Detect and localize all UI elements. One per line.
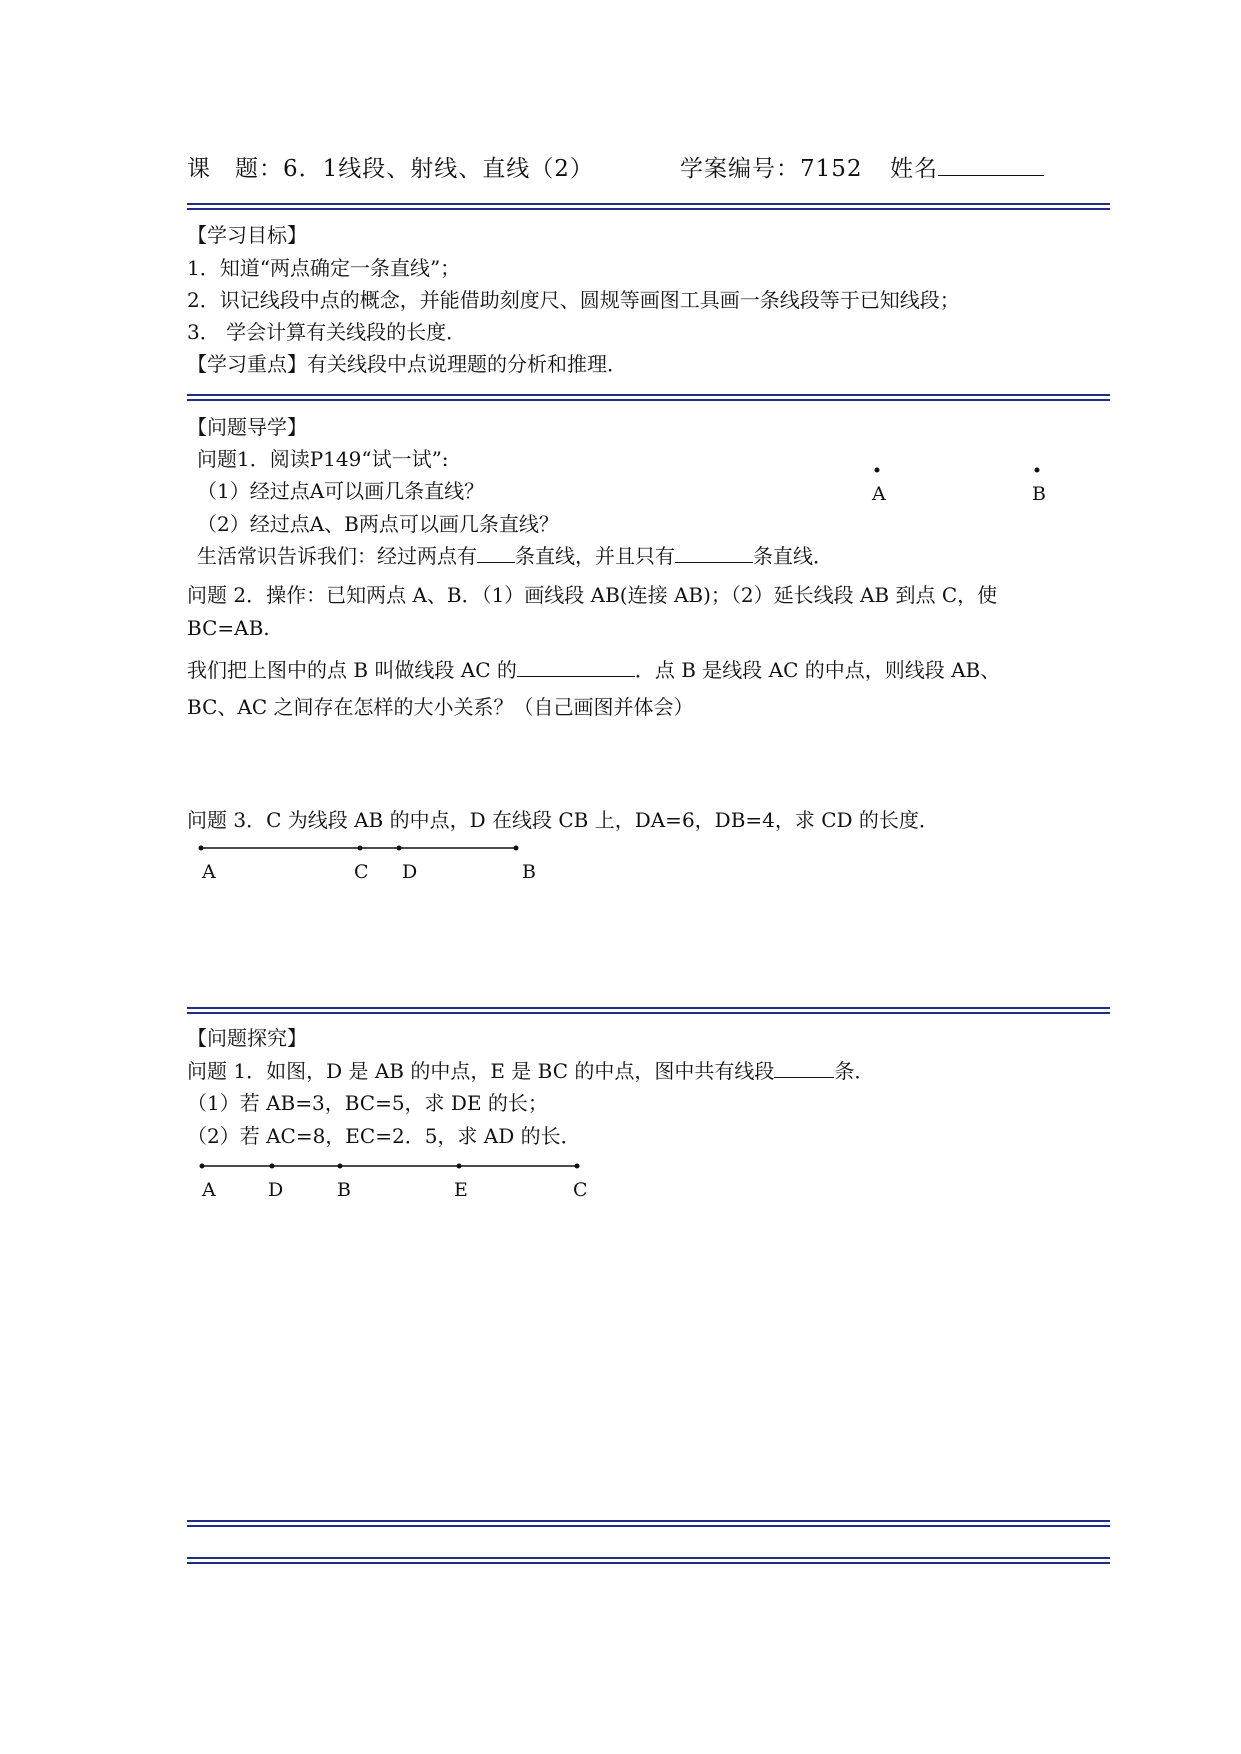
objectives-heading: 【学习目标】 [187, 223, 307, 247]
guided-q2-line2: BC=AB. [187, 616, 270, 640]
label-c: C [573, 1179, 588, 1201]
focus-line [187, 348, 627, 377]
guided-q1-sub1: （1）经过点A可以画几条直线？ [197, 479, 485, 503]
header-name-field[interactable] [890, 150, 1044, 183]
label-b: B [522, 861, 536, 883]
divider-rule [187, 203, 1110, 210]
life-text-a: 生活常识告诉我们：经过两点有 [197, 544, 477, 568]
point-a [875, 468, 880, 473]
guided-q2-line1: 问题 2．操作：已知两点 A、B．（1）画线段 AB(连接 AB)；（2）延长线段 AB 到点 C，使 [187, 583, 998, 607]
point-b [1035, 468, 1040, 473]
guided-q2-line3 [187, 654, 1000, 683]
explore-sub1: （1）若 AB=3，BC=5，求 DE 的长； [187, 1091, 548, 1115]
divider-rule [187, 394, 1110, 401]
divider-rule [187, 1557, 1110, 1564]
name-label: 姓名 [890, 156, 938, 182]
answer-blank[interactable] [774, 1057, 834, 1078]
label-a: A [202, 1179, 216, 1201]
answer-blank[interactable] [675, 542, 753, 563]
guided-heading: 【问题导学】 [187, 415, 307, 439]
point-a [200, 1164, 205, 1169]
point-c [358, 846, 363, 851]
label-a: A [202, 861, 216, 883]
focus-heading: 【学习重点】 [187, 352, 307, 376]
answer-blank[interactable] [517, 656, 635, 677]
header-case-number: 学案编号：7152 [680, 156, 863, 182]
name-blank[interactable] [938, 155, 1044, 176]
label-e: E [454, 1179, 468, 1201]
explore-q1 [187, 1055, 874, 1084]
point-b [514, 846, 519, 851]
guided-q2-line4: BC、AC 之间存在怎样的大小关系？（自己画图并体会） [187, 695, 694, 719]
guided-q3-text: 问题 3．C 为线段 AB 的中点，D 在线段 CB 上，DA=6，DB=4，求 CD 的长度． [187, 808, 939, 832]
point-b [338, 1164, 343, 1169]
life-text-c: 条直线． [753, 544, 833, 568]
objective-item: 1．知道“两点确定一条直线”； [187, 256, 461, 280]
explore-q1-text-b: 条． [834, 1059, 875, 1083]
guided-q1-life [197, 540, 833, 569]
figure-points-ab [860, 460, 1060, 505]
point-d [270, 1164, 275, 1169]
label-d: D [268, 1179, 284, 1201]
explore-q1-text-a: 问题 1．如图，D 是 AB 的中点，E 是 BC 的中点，图中共有线段 [187, 1059, 775, 1083]
label-b: B [337, 1179, 351, 1201]
q2-text-a: 我们把上图中的点 B 叫做线段 AC 的 [187, 658, 517, 682]
divider-rule [187, 1007, 1110, 1014]
label-a: A [872, 483, 886, 505]
objective-item: 3． 学会计算有关线段的长度． [187, 320, 467, 344]
point-d [397, 846, 402, 851]
guided-q1-title: 问题1．阅读P149“试一试”: [197, 447, 449, 471]
divider-rule [187, 1520, 1110, 1527]
label-d: D [402, 861, 418, 883]
label-b: B [1032, 483, 1046, 505]
objective-item: 2．识记线段中点的概念，并能借助刻度尺、圆规等画图工具画一条线段等于已知线段； [187, 288, 960, 312]
point-c [575, 1164, 580, 1169]
figure-segment-adbec [190, 1158, 590, 1203]
focus-text: 有关线段中点说理题的分析和推理． [307, 352, 627, 376]
point-a [199, 846, 204, 851]
label-c: C [354, 861, 369, 883]
figure-segment-acdb [190, 840, 550, 885]
explore-sub2: （2）若 AC=8，EC=2．5，求 AD 的长． [187, 1124, 581, 1148]
answer-blank[interactable] [477, 542, 515, 563]
guided-q1-sub2: （2）经过点A、B两点可以画几条直线？ [197, 512, 559, 536]
header-topic: 课 题：6．1线段、射线、直线（2） [187, 156, 594, 182]
q2-text-b: ．点 B 是线段 AC 的中点，则线段 AB、 [634, 658, 1001, 682]
life-text-b: 条直线，并且只有 [515, 544, 675, 568]
point-e [457, 1164, 462, 1169]
explore-heading: 【问题探究】 [187, 1026, 307, 1050]
